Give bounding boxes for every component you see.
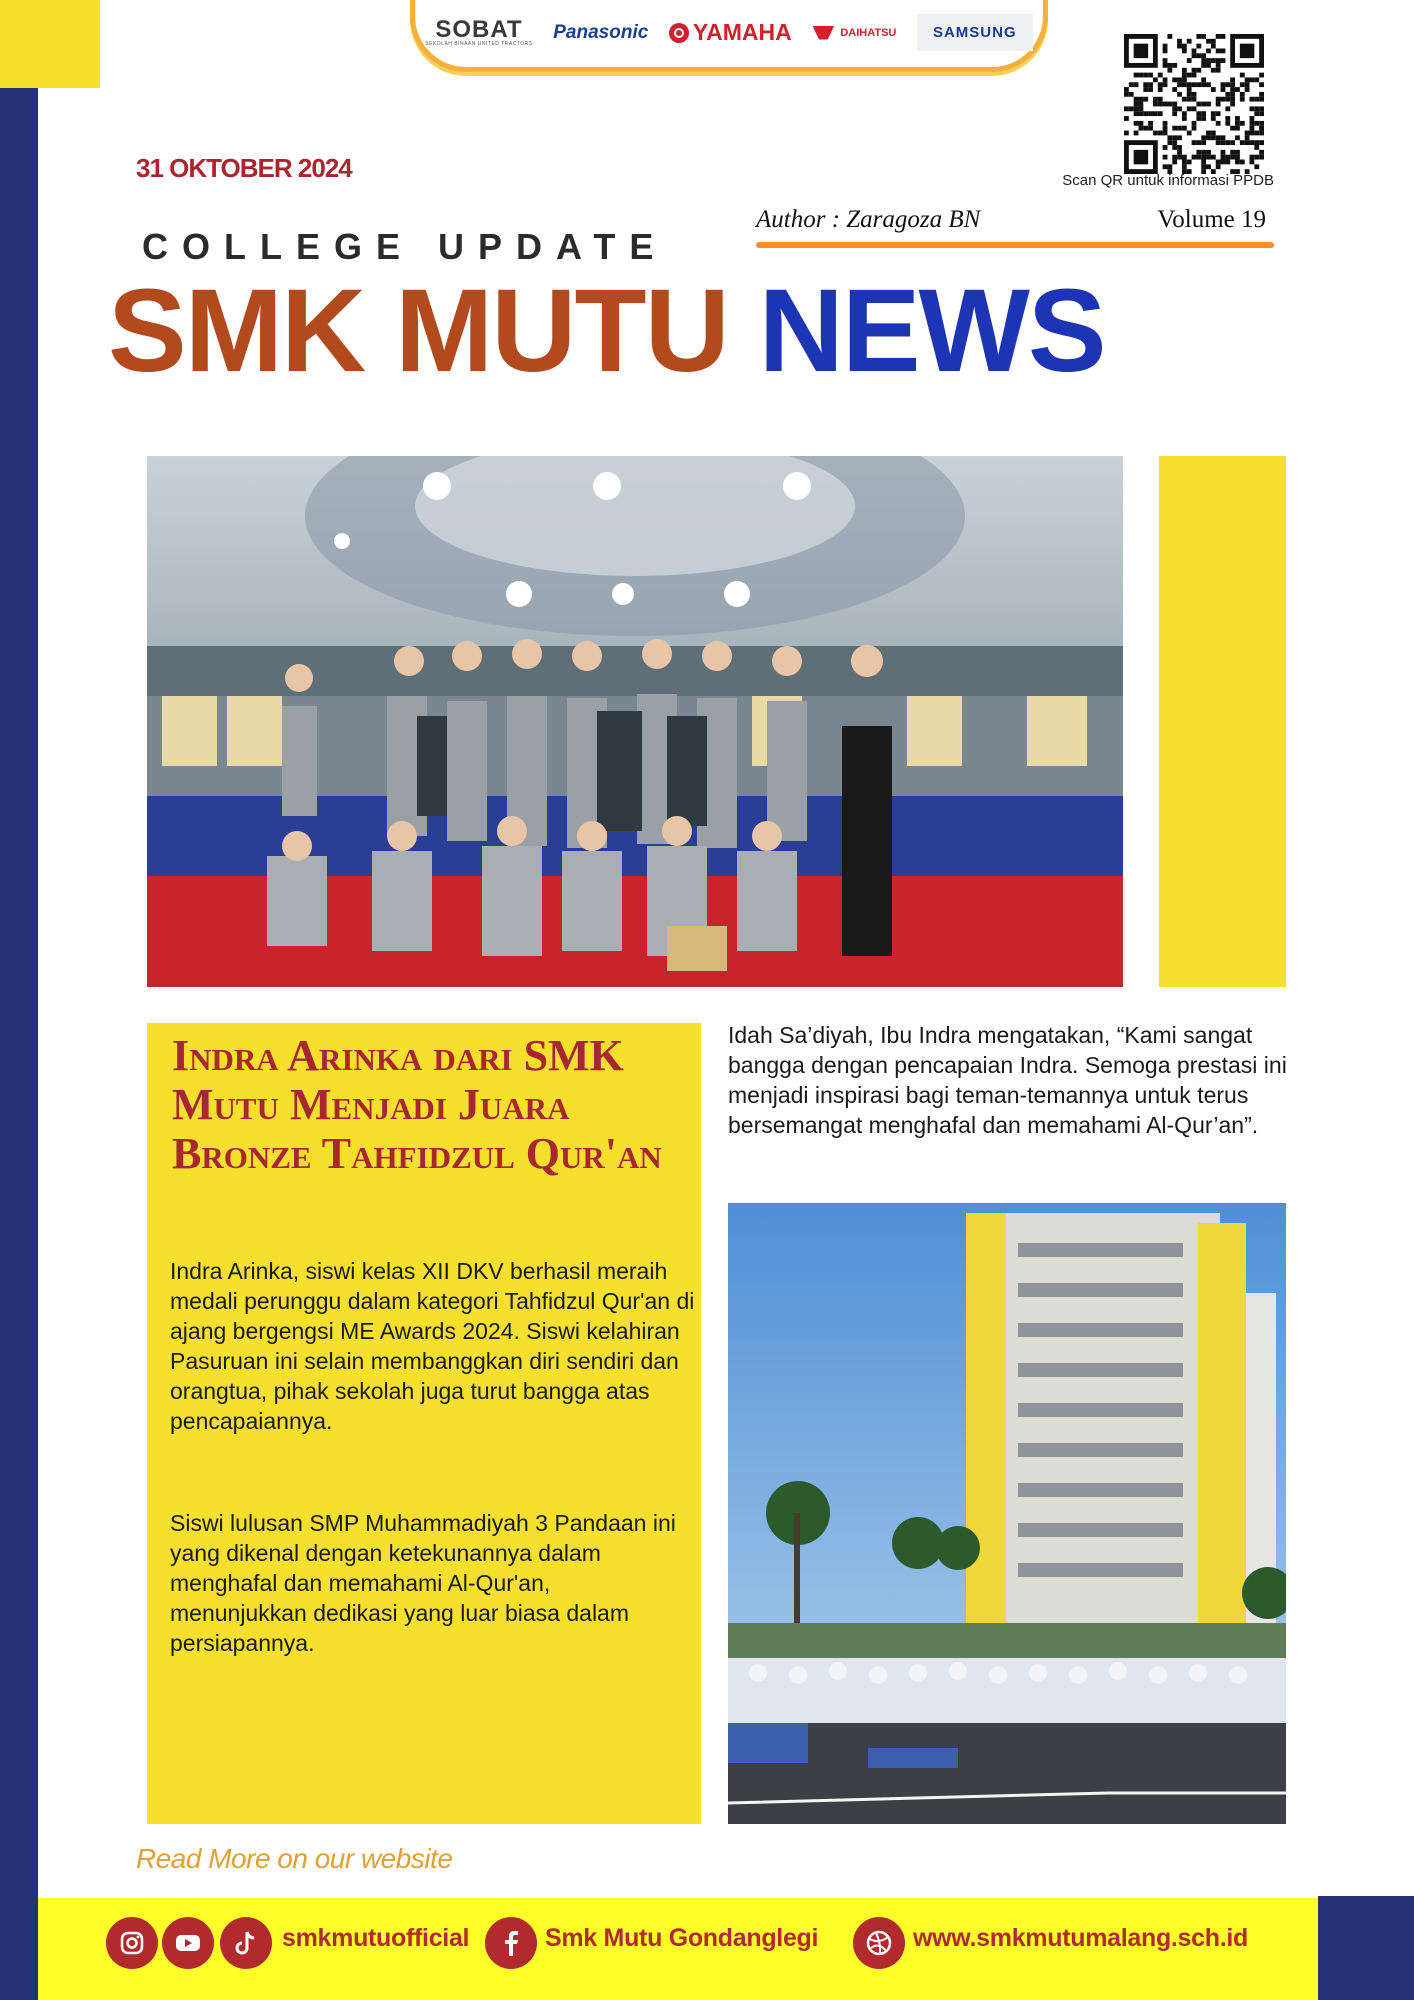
bottom-right-navy-block <box>1318 1896 1414 2000</box>
sobat-logo-text: SOBAT <box>435 16 523 43</box>
footer-website[interactable]: www.smkmutumalang.sch.id <box>913 1924 1248 1952</box>
hero-group-photo <box>147 456 1123 987</box>
hero-yellow-panel <box>1159 456 1286 987</box>
article-paragraph-1: Indra Arinka, siswi kelas XII DKV berhasil meraih medali perunggu dalam kategori Tahfidzul Qur'an di ajang bergengsi ME Awards 2024. Siswi kelahiran Pasuruan ini selain membanggkan diri sendiri dan orangtua, pihak sekolah juga turut bangga atas pencapaiannya. <box>170 1258 695 1434</box>
masthead-news: NEWS <box>758 265 1105 397</box>
daihatsu-logo <box>812 26 896 40</box>
yamaha-logo-text: YAMAHA <box>692 19 792 45</box>
panasonic-logo: Panasonic <box>553 21 649 43</box>
tiktok-icon[interactable] <box>223 1920 269 1966</box>
masthead-title <box>108 265 1308 397</box>
daihatsu-logo-text: DAIHATSU <box>840 26 897 39</box>
sponsor-logo-bar <box>410 0 1048 72</box>
sobat-tagline: SEKOLAH BINAAN UNITED TRACTORS <box>425 41 533 47</box>
top-left-yellow-block <box>0 0 100 88</box>
author-underline <box>756 242 1274 248</box>
kicker-college-update: COLLEGE UPDATE <box>142 226 668 267</box>
masthead-smk-mutu: SMK MUTU <box>108 265 728 397</box>
campus-building-photo <box>728 1203 1286 1824</box>
article-paragraph-2: Siswi lulusan SMP Muhammadiyah 3 Pandaan ini yang dikenal dengan ketekunannya dalam menghafal dan memahami Al-Qur'an, menunjukkan dedikasi yang luar biasa dalam persiapannya. <box>170 1510 676 1656</box>
footer-handle[interactable]: smkmutuofficial <box>282 1924 470 1952</box>
yamaha-emblem-icon <box>669 23 689 43</box>
globe-icon[interactable] <box>856 1920 902 1966</box>
qr-code-icon[interactable] <box>1124 34 1264 174</box>
author-credit: Author : Zaragoza BN <box>756 206 981 233</box>
footer-facebook[interactable]: Smk Mutu Gondanglegi <box>545 1924 819 1952</box>
read-more-link[interactable]: Read More on our website <box>136 1843 453 1874</box>
volume-number: Volume 19 <box>1157 206 1266 233</box>
sobat-logo <box>425 18 532 47</box>
left-navy-bar <box>0 88 38 2000</box>
issue-date: 31 OKTOBER 2024 <box>136 153 352 183</box>
yamaha-logo <box>669 19 792 46</box>
article-quote: Idah Sa’diyah, Ibu Indra mengatakan, “Kami sangat bangga dengan pencapaian Indra. Semoga prestasi ini menjadi inspirasi bagi teman-temannya untuk terus bersemangat menghafal dan memahami Al-Qur’an”. <box>728 1022 1287 1138</box>
daihatsu-mark-icon <box>812 26 834 40</box>
facebook-icon[interactable] <box>488 1920 534 1966</box>
instagram-icon[interactable] <box>109 1920 155 1966</box>
qr-caption: Scan QR untuk informasi PPDB <box>1062 172 1274 189</box>
youtube-icon[interactable] <box>165 1920 211 1966</box>
article-headline: Indra Arinka dari SMK Mutu Menjadi Juara Bronze Tahfidzul Qur'an <box>172 1031 662 1178</box>
samsung-logo: SAMSUNG <box>917 14 1033 51</box>
